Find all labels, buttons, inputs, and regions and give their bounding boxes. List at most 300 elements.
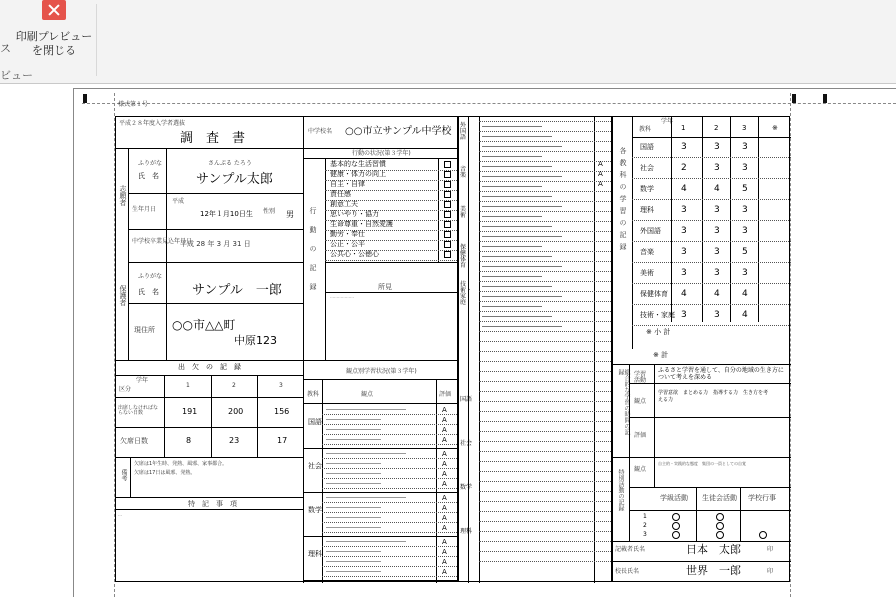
viewpoint-line	[326, 527, 381, 528]
row-divider	[479, 301, 611, 302]
divider	[611, 561, 791, 562]
evaluation-mark: A	[442, 558, 447, 566]
margin-handle[interactable]	[823, 94, 827, 103]
grades-subject: 理科	[640, 206, 654, 214]
sex-label: 性別	[263, 208, 276, 215]
evaluation-mark: A	[442, 426, 447, 434]
integrated-activity: ふるさと学習を通して、自分の地域の生き方について考えを深める	[658, 367, 784, 382]
row-divider	[479, 211, 611, 212]
margin-guide-right	[790, 93, 791, 597]
row-divider	[479, 121, 611, 122]
grade-value: 3	[714, 205, 720, 215]
row-divider	[479, 521, 611, 522]
evaluation-mark: A	[598, 170, 603, 178]
grade-value: 4	[714, 184, 720, 194]
row-divider	[632, 178, 791, 179]
viewpoint-line	[482, 146, 562, 147]
ribbon-cut-label: ス	[0, 42, 11, 55]
row-divider	[479, 481, 611, 482]
mid-subject: 美術	[460, 206, 467, 219]
row-divider	[479, 401, 611, 402]
viewpoint-line	[482, 206, 562, 207]
viewpoint-line	[482, 176, 562, 177]
viewpoint-line	[482, 166, 552, 167]
viewpoint-line	[482, 126, 542, 127]
row-divider	[479, 141, 611, 142]
principal-label: 校長氏名	[615, 568, 640, 575]
grade-value: 4	[714, 289, 720, 299]
close-icon	[42, 0, 66, 20]
divider	[116, 397, 304, 398]
behavior-item-label: 創意工夫	[330, 200, 358, 208]
evaluation-mark: A	[442, 524, 447, 532]
row-divider	[479, 391, 611, 392]
divider	[303, 158, 457, 159]
row-divider	[479, 331, 611, 332]
row-divider	[479, 541, 611, 542]
grades-subject: 国語	[640, 143, 654, 151]
evaluation-mark: A	[442, 504, 447, 512]
evaluation-mark: A	[598, 160, 603, 168]
evaluation-mark: A	[598, 180, 603, 188]
school-label: 中学校名	[308, 128, 333, 135]
grade-value: 3	[714, 163, 720, 173]
birth-date: 12年１月10日生	[200, 210, 253, 218]
divider	[654, 457, 655, 487]
divider	[696, 487, 697, 541]
evaluation-mark: A	[442, 436, 447, 444]
finding-text: ………………	[330, 294, 354, 299]
remarks-label: 備考	[120, 469, 127, 481]
row-divider	[479, 441, 611, 442]
row-divider	[479, 501, 611, 502]
behavior-item-label: 勤労・奉仕	[330, 230, 365, 238]
divider	[325, 262, 457, 263]
subject-header: 教科	[307, 391, 320, 398]
grades-extra-col: ※	[772, 124, 778, 132]
evaluation-mark: A	[442, 406, 447, 414]
grades-year-header: 学年	[661, 118, 674, 125]
viewpoint-line	[482, 226, 552, 227]
grade-value: 3	[681, 310, 687, 320]
evaluation-mark: A	[442, 538, 447, 546]
row-divider	[479, 551, 611, 552]
viewpoint-line	[326, 497, 406, 498]
grade-value: 4	[742, 289, 748, 299]
mid-subject: 音楽	[460, 166, 467, 179]
address-line2: 中原123	[234, 334, 277, 347]
row-divider	[479, 411, 611, 412]
activity-circle-mark	[672, 531, 680, 539]
viewpoint-line	[326, 571, 381, 572]
viewpoint-label: 観点	[634, 398, 647, 405]
column-divider	[611, 117, 613, 581]
student-name: サンプル太郎	[196, 172, 273, 187]
row-divider	[479, 201, 611, 202]
viewpoint-line	[326, 453, 406, 454]
row-divider	[632, 199, 791, 200]
grade-value: 3	[714, 310, 720, 320]
ribbon-group-label: ビュー	[0, 69, 33, 82]
row-divider	[479, 431, 611, 432]
subject-divider	[303, 536, 457, 537]
grades-subject: 美術	[640, 269, 654, 277]
behavior-item-label: 自主・自律	[330, 180, 365, 188]
viewpoint-line	[482, 306, 542, 307]
behavior-check-box	[444, 171, 451, 178]
row-divider	[632, 262, 791, 263]
activity-grade: 1	[643, 513, 647, 520]
behavior-section-label: 行動の記録	[309, 207, 317, 302]
grade-value: 3	[681, 247, 687, 257]
divider	[479, 117, 480, 583]
learning-subject: 国語	[308, 418, 322, 426]
activity-header-class: 学級活動	[660, 494, 688, 502]
behavior-item-label: 公正・公平	[330, 240, 365, 248]
row-divider	[479, 451, 611, 452]
behavior-check-box	[444, 221, 451, 228]
divider	[594, 117, 595, 583]
divider	[303, 379, 457, 380]
divider	[629, 383, 791, 384]
row-divider	[322, 434, 457, 435]
grade-value: 3	[681, 142, 687, 152]
viewpoint-line	[326, 483, 381, 484]
grade-value: 4	[681, 289, 687, 299]
divider	[303, 117, 304, 148]
mid-subject-lower: 数学	[460, 484, 473, 491]
viewpoint-line	[482, 276, 542, 277]
row-divider	[479, 221, 611, 222]
divider	[116, 457, 304, 458]
row-divider	[322, 478, 457, 479]
grade-1: 1	[186, 382, 190, 389]
row-divider	[479, 161, 611, 162]
grades-subject: 保健体育	[640, 290, 668, 298]
divider	[629, 487, 791, 488]
divider	[629, 417, 791, 418]
grades-header-divider	[632, 137, 791, 138]
viewpoint-line	[482, 216, 542, 217]
viewpoint-line	[482, 236, 562, 237]
activity-circle-mark	[716, 531, 724, 539]
row-divider	[322, 522, 457, 523]
divider	[166, 148, 167, 360]
divider	[164, 375, 165, 457]
close-print-preview-button[interactable]	[14, 0, 94, 62]
birth-era: 平成	[172, 198, 185, 205]
grade-value: 4	[742, 310, 748, 320]
divider	[128, 303, 304, 304]
divider	[128, 148, 129, 360]
guardian-furigana-label: ふりがな	[138, 273, 163, 280]
row-divider	[479, 531, 611, 532]
learning-title: 観点別学習状況(第３学年)	[346, 368, 417, 375]
viewpoint-line	[482, 186, 542, 187]
viewpoint-line	[326, 473, 381, 474]
subject-divider	[303, 448, 457, 449]
subtotal-label: ※ 小 計	[646, 328, 671, 336]
mid-subject-lower: 国語	[460, 396, 473, 403]
viewpoint-line	[326, 517, 381, 518]
subject-divider	[303, 580, 457, 581]
grade-value: 3	[714, 268, 720, 278]
viewpoint-line	[326, 419, 381, 420]
writer-name: 日本 太郎	[686, 543, 741, 556]
special-notes-line: …	[118, 512, 122, 517]
row-divider	[632, 304, 791, 305]
grades-subject: 数学	[640, 185, 654, 193]
style-number: 様式第１号	[118, 101, 149, 108]
behavior-check-box	[444, 161, 451, 168]
margin-handle[interactable]	[83, 94, 87, 103]
grade-value: 3	[742, 163, 748, 173]
special-viewpoint-label: 観点	[634, 466, 647, 473]
viewpoint-line	[482, 256, 552, 257]
special-viewpoint-text: 自主的・実践的な態度 集団の一員としての自覚	[658, 461, 746, 466]
viewpoint-line	[482, 326, 562, 327]
grade-value: 3	[681, 226, 687, 236]
row-divider	[322, 502, 457, 503]
row-divider	[632, 325, 791, 326]
divider	[611, 541, 791, 542]
row-divider	[479, 461, 611, 462]
subject-divider	[303, 492, 457, 493]
activity-circle-mark	[716, 513, 724, 521]
margin-handle[interactable]	[792, 94, 796, 103]
eval-header: 評価	[439, 391, 452, 398]
divider	[303, 403, 457, 404]
viewpoint-line	[326, 439, 381, 440]
row-divider	[322, 512, 457, 513]
principal-name: 世界 一郎	[686, 564, 741, 577]
grade-3: 3	[279, 382, 283, 389]
row-divider	[479, 361, 611, 362]
behavior-item-label: 公共心・公徳心	[330, 250, 379, 258]
divider	[654, 364, 655, 457]
writer-label: 記載者氏名	[615, 546, 646, 553]
row-divider	[479, 131, 611, 132]
viewpoint-line	[482, 246, 542, 247]
grade-header: 学年	[136, 377, 149, 384]
evaluation-mark: A	[442, 514, 447, 522]
behavior-item-label: 生命尊重・自然愛護	[330, 220, 393, 228]
grades-year-col: 1	[681, 124, 686, 132]
grades-year-col: 2	[714, 124, 719, 132]
divider	[322, 379, 323, 583]
grade-value: 5	[742, 247, 748, 257]
row-divider	[325, 260, 457, 261]
viewpoint-line	[326, 463, 381, 464]
evaluation-mark: A	[442, 480, 447, 488]
divider	[128, 193, 304, 194]
mid-subject: 技術・家庭	[460, 281, 473, 306]
grades-subject: 技術・家庭	[640, 311, 675, 319]
writer-seal: 印	[767, 546, 774, 553]
divider	[116, 509, 304, 510]
learning-subject: 社会	[308, 462, 322, 470]
graduation-date: 平成 28 年 3 月 31 日	[180, 240, 251, 248]
row-divider	[322, 488, 457, 489]
absence-1: 8	[186, 436, 192, 445]
address-line1: ○○市△△町	[172, 318, 236, 332]
margin-guide-top	[82, 103, 896, 104]
evaluation-label: 評価	[634, 432, 647, 439]
row-divider	[322, 458, 457, 459]
row-divider	[479, 271, 611, 272]
row-divider	[479, 191, 611, 192]
behavior-check-box	[444, 251, 451, 258]
divider	[629, 457, 630, 541]
grades-subject: 音楽	[640, 248, 654, 256]
behavior-item-label: 責任感	[330, 190, 351, 198]
viewpoint-line	[326, 551, 381, 552]
divider	[325, 292, 457, 293]
address-label: 現住所	[134, 326, 155, 334]
form-title: 調 査 書	[180, 131, 246, 146]
row-divider	[479, 251, 611, 252]
viewpoint-line	[482, 316, 552, 317]
grade-value: 3	[714, 226, 720, 236]
row-divider	[479, 561, 611, 562]
row-divider	[479, 171, 611, 172]
row-divider	[479, 371, 611, 372]
viewpoint-line	[326, 507, 381, 508]
row-divider	[479, 261, 611, 262]
activity-circle-mark	[672, 522, 680, 530]
divider	[611, 364, 791, 365]
principal-seal: 印	[767, 568, 774, 575]
evaluation-mark: A	[442, 470, 447, 478]
grade-2: 2	[232, 382, 236, 389]
close-label-line1: 印刷プレビュー	[15, 30, 93, 43]
guardian-name-label: 氏 名	[138, 288, 159, 296]
row-divider	[479, 151, 611, 152]
divider	[303, 360, 457, 361]
viewpoint-line	[482, 286, 552, 287]
behavior-check-box	[444, 191, 451, 198]
special-activity-label: 特別活動の記録	[617, 469, 624, 511]
behavior-item-label: 健康・体力の向上	[330, 170, 386, 178]
divider	[436, 379, 437, 583]
divider	[740, 487, 741, 541]
grade-value: 4	[681, 184, 687, 194]
divider	[128, 262, 304, 263]
divider	[303, 148, 304, 583]
guardian-section-label: 保護者	[119, 285, 127, 306]
divider	[116, 427, 304, 428]
close-label-line2: を閉じる	[32, 44, 76, 57]
row-divider	[479, 241, 611, 242]
row-divider	[322, 576, 457, 577]
grade-value: 3	[681, 205, 687, 215]
row-divider	[479, 321, 611, 322]
learning-subject: 数学	[308, 506, 322, 514]
behavior-check-box	[444, 211, 451, 218]
row-divider	[479, 471, 611, 472]
mid-subject: 保健体育	[460, 244, 467, 269]
sex-value: 男	[286, 210, 294, 219]
grade-value: 3	[681, 268, 687, 278]
behavior-title: 行動の状況(第３学年)	[352, 150, 411, 157]
guardian-name: サンプル 一郎	[192, 283, 282, 298]
column-divider	[457, 117, 459, 581]
grade-value: 3	[714, 142, 720, 152]
divider	[116, 497, 304, 498]
ribbon-group-separator	[96, 4, 97, 76]
grades-subject: 外国語	[640, 227, 661, 235]
activity-grade: 3	[643, 531, 647, 538]
finding-label: 所見	[378, 283, 392, 291]
special-notes-title: 特 記 事 項	[188, 500, 237, 508]
row-divider	[632, 157, 791, 158]
grade-value: 2	[681, 163, 687, 173]
row-divider	[479, 381, 611, 382]
learning-subject: 理科	[308, 550, 322, 558]
absence-3: 17	[277, 436, 288, 445]
row-divider	[632, 283, 791, 284]
divider	[116, 360, 304, 361]
viewpoint-line	[326, 429, 381, 430]
mid-subject-lower: 社会	[460, 440, 473, 447]
student-section-label: 志願者	[119, 185, 127, 206]
viewpoint-line	[482, 196, 552, 197]
behavior-check-box	[444, 241, 451, 248]
row-divider	[479, 341, 611, 342]
grade-value: 3	[714, 247, 720, 257]
integrated-activity-label: 学習 活動	[634, 371, 647, 384]
activity-header-council: 生徒会活動	[702, 494, 737, 502]
row-divider	[322, 414, 457, 415]
mid-subject-lower: 理科	[460, 528, 473, 535]
divider	[116, 148, 457, 149]
behavior-item-label: 基本的な生活習慣	[330, 160, 386, 168]
grades-subject: 社会	[640, 164, 654, 172]
viewpoint-line	[482, 136, 552, 137]
division-label: 区分	[119, 386, 132, 393]
activity-circle-mark	[759, 531, 767, 539]
mid-subject: 外国語	[460, 122, 467, 141]
row-divider	[479, 351, 611, 352]
activity-circle-mark	[716, 522, 724, 530]
row-divider	[479, 491, 611, 492]
divider	[629, 364, 630, 457]
row-divider	[479, 311, 611, 312]
attend-required-1: 191	[182, 407, 198, 416]
viewpoint-line	[326, 561, 381, 562]
grade-value: 3	[742, 268, 748, 278]
evaluation-mark: A	[442, 416, 447, 424]
row-divider	[479, 181, 611, 182]
activity-grade: 2	[643, 522, 647, 529]
grade-value: 3	[742, 226, 748, 236]
viewpoint-line	[482, 266, 562, 267]
row-divider	[322, 546, 457, 547]
divider	[211, 375, 212, 457]
behavior-check-box	[444, 231, 451, 238]
attend-required-label: 出席しなければならない日数	[118, 405, 159, 416]
grades-section-title: 各教科の学習の記録	[619, 147, 627, 255]
row-divider	[632, 241, 791, 242]
remarks-text1: 欠席は1年生時、発熱、風邪、家事都合。	[134, 461, 228, 467]
row-divider	[322, 532, 457, 533]
close-print-preview-label	[14, 30, 94, 58]
attend-required-3: 156	[274, 407, 290, 416]
row-divider	[479, 421, 611, 422]
row-divider	[322, 566, 457, 567]
divider	[130, 457, 131, 497]
divider	[116, 375, 304, 376]
